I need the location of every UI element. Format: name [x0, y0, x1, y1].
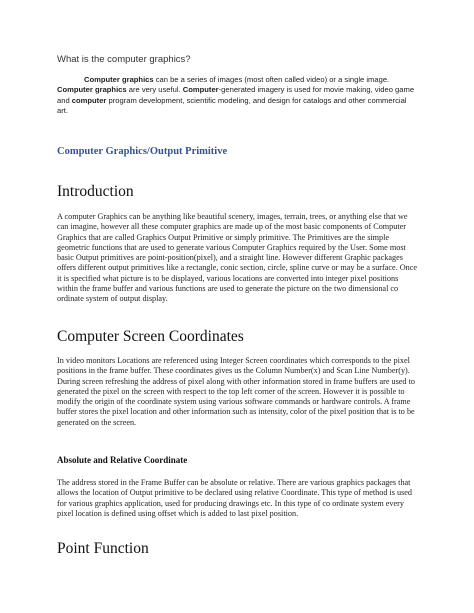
- intro-bold-term: Computer graphics: [57, 85, 127, 95]
- intro-text-run: program development, scientific modeling, and design for catalogs and other commercial art.: [57, 95, 407, 115]
- intro-bold-term: computer: [71, 95, 107, 105]
- screen-coordinates-heading: Computer Screen Coordinates: [57, 328, 244, 345]
- question-heading: What is the computer graphics?: [57, 54, 191, 65]
- intro-text-run: can be a series of images (most often called video) or a single image.: [153, 75, 390, 84]
- point-function-heading: Point Function: [57, 540, 149, 557]
- intro-text-run: are very useful.: [126, 85, 183, 95]
- intro-bold-term: Computer: [182, 85, 219, 95]
- intro-paragraph: [57, 75, 419, 116]
- absolute-relative-heading: Absolute and Relative Coordinate: [57, 455, 188, 465]
- screen-coordinates-paragraph: In video monitors Locations are referenced using Integer Screen coordinates which corresponds to the pixel positions in the frame buffer. These coordinates gives us the Column Number(x) and Scan Line Number(y). During screen refreshing the address of pixel along with other information stored in frame buffers are used to generated the pixel on the screen with respect to the top left corner of the screen. However it is possible to modify the origin of the coordinate system using various software commands or hardware controls. A frame buffer stores the pixel location and other information such as intensity, color of the pixel position that is to be generated on the screen.: [57, 356, 415, 427]
- output-primitive-subheading: Computer Graphics/Output Primitive: [57, 146, 228, 157]
- introduction-paragraph: A computer Graphics can be anything like beautiful scenery, images, terrain, trees, or anything else that we can imagine, however all these computer graphics are made up of the most basic components of Computer Graphics that are called Graphics Output Primitive or simply primitive. The Primitives are the simple geometric functions that are used to generate various Computer Graphics required by the User. Some most basic Output primitives are point-position(pixel), and a straight line. However different Graphic packages offers different output primitives like a rectangle, conic section, circle, spline curve or may be a surface. Once it is specified what picture is to be displayed, various locations are converted into integer pixel positions within the frame buffer and various functions are used to generate the picture on the two dimensional co ordinate system of output display.: [57, 212, 418, 303]
- intro-bold-term: Computer graphics: [84, 75, 154, 84]
- absolute-relative-paragraph: The address stored in the Frame Buffer can be absolute or relative. There are various graphics packages that allows the location of Output primitive to be declared using relative Coordinate. This type of method is used for various graphics application, used for producing drawings etc. In this type of co ordinate system every pixel location is defined using offset which is added to last pixel position.: [57, 478, 413, 518]
- introduction-heading: Introduction: [57, 183, 134, 200]
- intro-text-run: -generated imagery is used for movie making, video game and: [57, 85, 415, 105]
